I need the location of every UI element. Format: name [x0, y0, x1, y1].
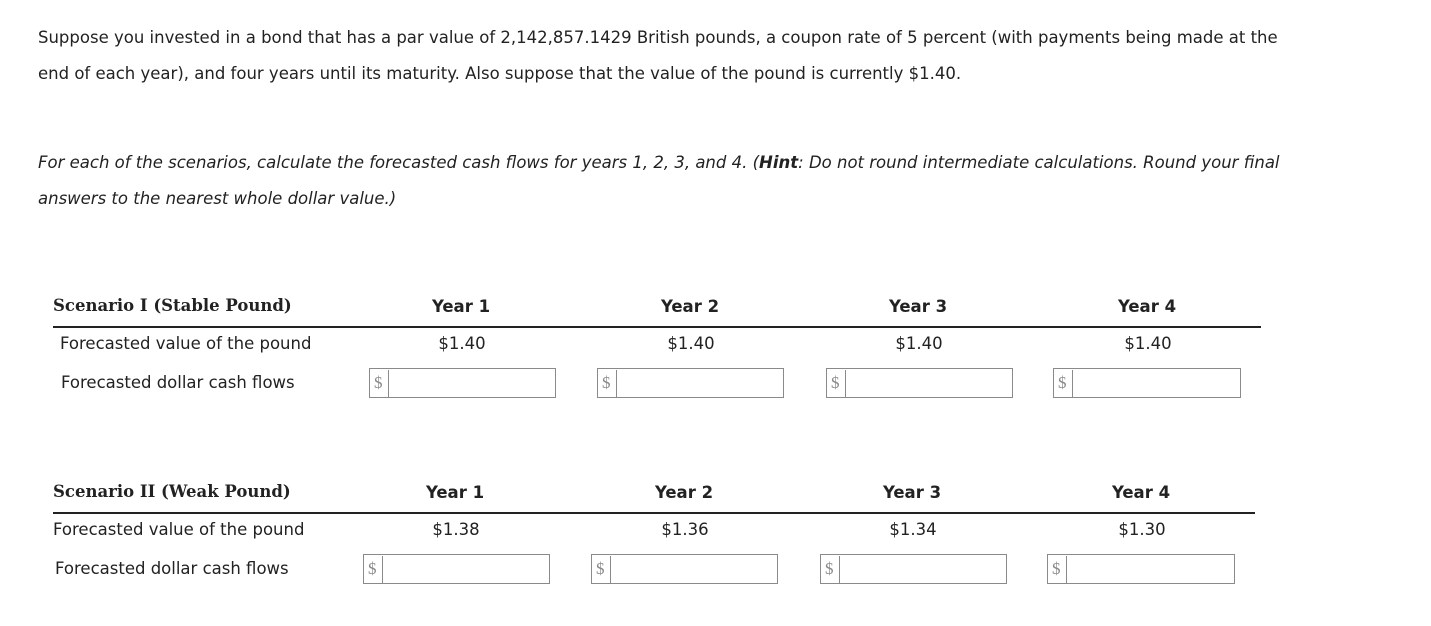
- scenario-1-year-4-value: $1.40: [1124, 334, 1172, 353]
- scenario-2-year-3-header: Year 3: [882, 483, 942, 502]
- field-divider: [388, 370, 389, 398]
- instructions-text-2: : Do not round intermediate calculations. Round your final: [798, 153, 1280, 172]
- dollar-sign: $: [602, 373, 611, 392]
- field-divider: [1072, 370, 1073, 398]
- scenario-1-year-3-value: $1.40: [895, 334, 943, 353]
- dollar-sign: $: [374, 373, 383, 392]
- scenario-1-value-label: Forecasted value of the pound: [60, 334, 312, 353]
- problem-statement-line-1: Suppose you invested in a bond that has a par value of 2,142,857.1429 British pounds, a coupon rate of 5 percent (with payments being made at the: [38, 28, 1278, 47]
- dollar-sign: $: [1058, 373, 1067, 392]
- scenario-2-year-4-value: $1.30: [1118, 520, 1166, 539]
- instructions: [38, 145, 1423, 217]
- problem-statement-line-2: end of each year), and four years until its maturity. Also suppose that the value of the pound is currently $1.40.: [38, 64, 962, 83]
- problem-statement: [38, 20, 1423, 92]
- scenario-2-year-3-cashflow-field: [820, 554, 1007, 584]
- field-divider: [839, 556, 840, 584]
- scenario-2-year-3-cashflow-input[interactable]: [841, 556, 1002, 582]
- scenario-2-year-2-header: Year 2: [654, 483, 714, 502]
- scenario-2-title: Scenario II (Weak Pound): [53, 482, 291, 501]
- scenario-2-year-2-value: $1.36: [661, 520, 709, 539]
- scenario-1-title: Scenario I (Stable Pound): [53, 296, 292, 315]
- field-divider: [382, 556, 383, 584]
- scenario-2-table: [53, 482, 1257, 592]
- scenario-2-value-label: Forecasted value of the pound: [53, 520, 305, 539]
- scenario-1-year-3-cashflow-field: [826, 368, 1013, 398]
- instructions-line-1: [38, 145, 1423, 181]
- scenario-1-year-4-cashflow-input[interactable]: [1074, 370, 1236, 396]
- scenario-2-year-2-cashflow-input[interactable]: [612, 556, 773, 582]
- scenario-2-year-4-cashflow-input[interactable]: [1068, 556, 1230, 582]
- scenario-2-year-1-cashflow-input[interactable]: [384, 556, 545, 582]
- scenario-1-year-3-cashflow-input[interactable]: [847, 370, 1008, 396]
- scenario-2-year-2-cashflow-field: [591, 554, 778, 584]
- scenario-1-year-1-cashflow-field: [369, 368, 556, 398]
- scenario-1-year-2-value: $1.40: [667, 334, 715, 353]
- scenario-2-cashflow-label: Forecasted dollar cash flows: [55, 559, 289, 578]
- scenario-1-cashflow-label: Forecasted dollar cash flows: [61, 373, 295, 392]
- dollar-sign: $: [831, 373, 840, 392]
- scenario-1-table: [53, 296, 1263, 406]
- field-divider: [1066, 556, 1067, 584]
- dollar-sign: $: [596, 559, 605, 578]
- scenario-1-year-1-value: $1.40: [438, 334, 486, 353]
- field-divider: [616, 370, 617, 398]
- scenario-1-year-1-header: Year 1: [431, 297, 491, 316]
- instructions-line-2: answers to the nearest whole dollar value.): [38, 189, 397, 208]
- scenario-1-year-4-cashflow-field: [1053, 368, 1241, 398]
- scenario-1-year-2-header: Year 2: [660, 297, 720, 316]
- scenario-2-year-4-cashflow-field: [1047, 554, 1235, 584]
- scenario-1-year-4-header: Year 4: [1117, 297, 1177, 316]
- scenario-1-header-row: [53, 296, 1261, 328]
- scenario-2-year-1-header: Year 1: [425, 483, 485, 502]
- scenario-1-year-2-cashflow-input[interactable]: [618, 370, 779, 396]
- scenario-2-year-1-value: $1.38: [432, 520, 480, 539]
- field-divider: [610, 556, 611, 584]
- scenario-2-year-3-value: $1.34: [889, 520, 937, 539]
- hint-label: Hint: [759, 153, 799, 172]
- dollar-sign: $: [368, 559, 377, 578]
- dollar-sign: $: [825, 559, 834, 578]
- scenario-2-header-row: [53, 482, 1255, 514]
- field-divider: [845, 370, 846, 398]
- scenario-2-year-4-header: Year 4: [1111, 483, 1171, 502]
- scenario-1-year-1-cashflow-input[interactable]: [390, 370, 551, 396]
- scenario-2-year-1-cashflow-field: [363, 554, 550, 584]
- dollar-sign: $: [1052, 559, 1061, 578]
- instructions-text-1: For each of the scenarios, calculate the forecasted cash flows for years 1, 2, 3, and 4. (: [38, 153, 760, 172]
- scenario-1-year-2-cashflow-field: [597, 368, 784, 398]
- scenario-1-year-3-header: Year 3: [888, 297, 948, 316]
